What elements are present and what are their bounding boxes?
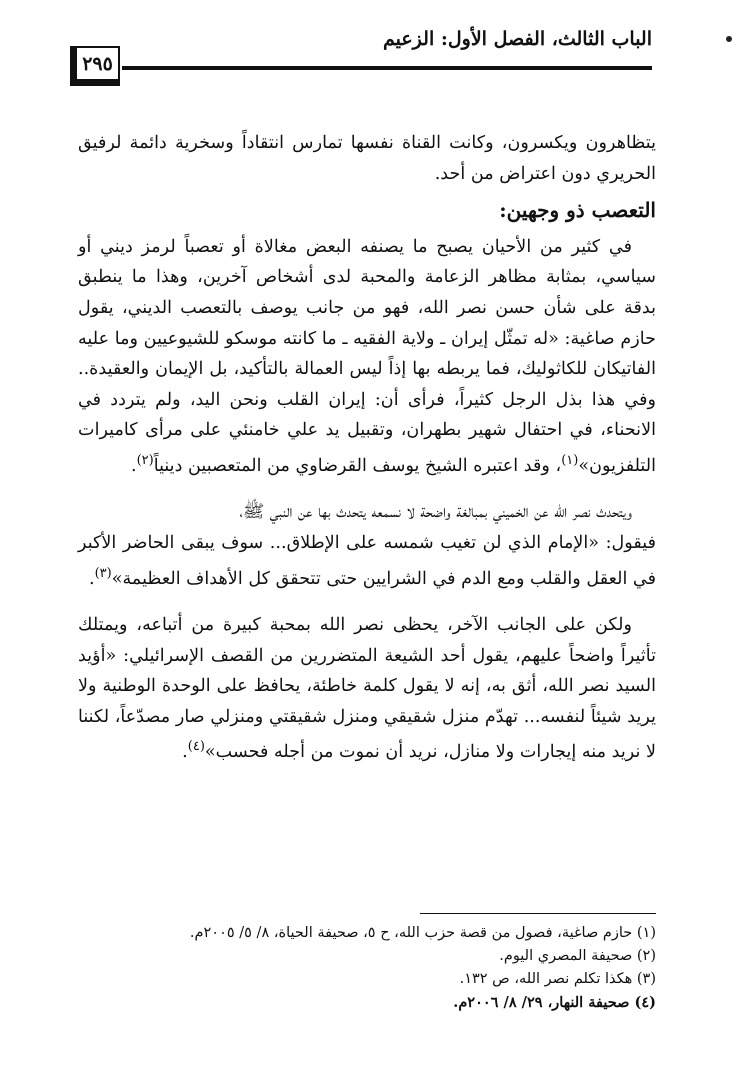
footnote-separator <box>420 913 656 914</box>
footnote-3: (٣) هكذا تكلم نصر الله، ص ١٣٢. <box>459 971 656 987</box>
paragraph-four-text: ولكن على الجانب الآخر، يحظى نصر الله بمحبة كبيرة من أتباعه، ويمتلك تأثيراً واضحاً عليهم، يقول أحد الشيعة المتضررين من القصف الإسرائيلي: «أؤيد السيد نصر الله، أثق به، إنه لا يقول كلمة خاطئة، يحافظ على الوحدة الوطنية ولا يريد شيئاً لنفسه... تهدّم منزل شقيقي ومنزل شقيقتي ومنزلي صار مصدّعاً، لكننا لا نريد منه إيجارات ولا منازل، نريد أن نموت من أجله فحسب» <box>78 615 656 763</box>
paragraph-three-intro: ويتحدث نصر الله عن الخميني بمبالغة واضحة لا نسمعه يتحدث بها عن النبي ﷺ، <box>239 502 632 523</box>
footnote-ref-1: (١) <box>561 452 579 468</box>
paragraph-three <box>78 528 656 594</box>
paragraph-four <box>78 610 656 768</box>
paragraph-gap <box>78 594 656 610</box>
running-header-title: الباب الثالث، الفصل الأول: الزعيم <box>382 28 652 50</box>
page-body <box>78 128 656 768</box>
footnote-ref-3: (٣) <box>94 565 112 581</box>
footnote-ref-4: (٤) <box>187 739 205 755</box>
paragraph-two-mid: ، وقد اعتبره الشيخ يوسف القرضاوي من المتعصبين دينياً <box>153 455 562 476</box>
paragraph-four-end: . <box>182 742 188 763</box>
paragraph-two-end: . <box>130 455 137 476</box>
footnote-2: (٢) صحيفة المصري اليوم. <box>499 948 656 964</box>
page-edge-mark <box>726 36 732 42</box>
footnote-1: (١) حازم صاغية، فصول من قصة حزب الله، ح ٥، صحيفة الحياة، ٨/ ٥/ ٢٠٠٥م. <box>189 925 656 941</box>
footnotes <box>78 922 656 1014</box>
paragraph-gap <box>78 481 656 497</box>
section-heading: التعصب ذو وجهين: <box>499 198 656 223</box>
page-number: ٢٩٥ <box>70 46 120 86</box>
header-rule <box>122 66 652 70</box>
paragraph-continuation: يتظاهرون ويكسرون، وكانت القناة نفسها تمارس انتقاداً وسخرية دائمة لرفيق الحريري دون اعتراض من أحد. <box>78 133 656 184</box>
paragraph-three-end: . <box>89 568 95 589</box>
footnote-4: (٤) صحيفة النهار، ٢٩/ ٨/ ٢٠٠٦م. <box>453 994 656 1011</box>
footnote-ref-2: (٢) <box>136 452 154 468</box>
paragraph-three-text: فيقول: «الإمام الذي لن تغيب شمسه على الإطلاق... سوف يبقى الحاضر الأكبر في العقل والقلب ومع الدم في الشرايين حتى تتحقق كل الأهداف العظيمة» <box>78 532 656 589</box>
paragraph-two <box>78 232 656 482</box>
paragraph-two-text: في كثير من الأحيان يصبح ما يصنفه البعض مغالاة أو تعصباً لرمز ديني أو سياسي، بمثابة مظاهر الزعامة والمحبة لدى أشخاص آخرين، وهذا ما ينطبق بدقة على شأن حسن نصر الله، فهو من جانب يوصف بالتعصب الديني، يقول حازم صاغية: «له تمثّل إيران ـ ولاية الفقيه ـ ما كانته موسكو للشيوعيين وما عليه الفاتيكان للكاثوليك، فما يربطه بها إذاً ليس العمالة بالتأكيد، بل الإيمان والعقيدة.. وفي هذا بذل الرجل كثيراً، فرأى أن: إيران القلب ونحن اليد، ولم يتردد في الانحناء، في احتفال شهير بطهران، وتقبيل يد علي خامنئي على مرأى كاميرات التلفزيون» <box>78 236 656 476</box>
